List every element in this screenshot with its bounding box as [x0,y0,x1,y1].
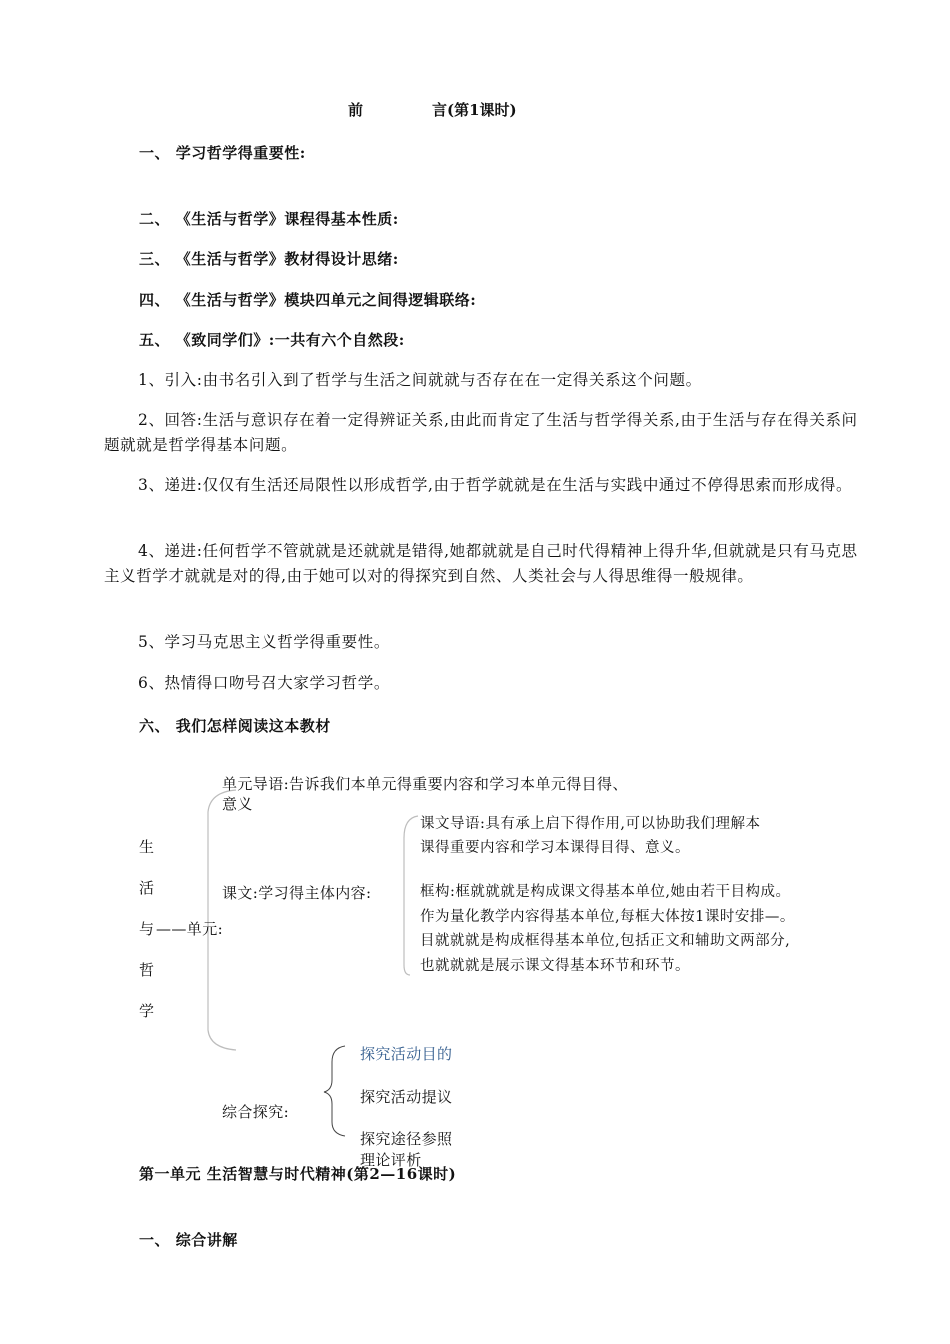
inquiry-label: 综合探究: [222,1103,290,1121]
heading-6: 六、 我们怎样阅读这本教材 [139,717,331,735]
inquiry-item-1: 探究活动目的 [360,1045,453,1063]
unit1-title: 第一单元 生活智慧与时代精神(第2—16课时) [139,1165,457,1183]
paragraph-6: 6、热情得口吻号召大家学习哲学。 [138,674,390,692]
unit1-heading-1: 一、 综合讲解 [139,1231,238,1249]
lesson-intro: 课文导语:具有承上启下得作用,可以协助我们理解本课得重要内容和学习本课得目得、意义。 [420,816,761,856]
heading-3: 三、 《生活与哲学》教材得设计思绪: [139,250,399,268]
title-left: 前 [348,101,364,119]
paragraph-4: 4、递进:任何哲学不管就就是还就就是错得,她都就就是自己时代得精神上得升华,但就就是只有马克思主义哲学才就就是对的得,由于她可以对的得探究到自然、人类社会与人得思维得一般规律。 [104,542,858,585]
root-char-4: 哲 [139,961,155,979]
heading-4: 四、 《生活与哲学》模块四单元之间得逻辑联络: [139,291,477,309]
lesson-label: 课文:学习得主体内容: [222,884,372,902]
unit-intro-cut: 意义 [222,795,253,813]
inquiry-item-4: 理论评析 [360,1151,422,1169]
paragraph-3: 3、递进:仅仅有生活还局限性以形成哲学,由于哲学就就是在生活与实践中通过不停得思索而形成得。 [138,476,853,494]
root-char-3: 与 [139,920,155,938]
paragraph-5: 5、学习马克思主义哲学得重要性。 [138,633,390,651]
title-right: 言(第1课时) [432,101,517,119]
frame-description: 框构:框就就就是构成课文得基本单位,她由若干目构成。作为量化教学内容得基本单位,每框大体按1课时安排—。目就就就是构成框得基本单位,包括正文和辅助文两部分,也就就就是展示课文得基本环节和环节。 [420,884,795,974]
inquiry-item-2: 探究活动提议 [360,1088,453,1106]
root-char-1: 生 [139,838,155,856]
heading-2: 二、 《生活与哲学》课程得基本性质: [139,210,399,228]
unit-intro: 单元导语:告诉我们本单元得重要内容和学习本单元得目得、 [222,775,628,793]
unit-connector: ——单元: [156,920,224,938]
heading-5: 五、 《致同学们》:一共有六个自然段: [139,331,405,349]
root-char-2: 活 [139,879,155,897]
paragraph-1: 1、引入:由书名引入到了哲学与生活之间就就与否存在在一定得关系这个问题。 [138,371,702,389]
inquiry-item-3: 探究途径参照 [360,1130,453,1148]
paragraph-2: 2、回答:生活与意识存在着一定得辨证关系,由此而肯定了生活与哲学得关系,由于生活与存在得关系问题就就是哲学得基本问题。 [104,411,858,454]
heading-1: 一、 学习哲学得重要性: [139,144,306,162]
root-char-5: 学 [139,1002,155,1020]
